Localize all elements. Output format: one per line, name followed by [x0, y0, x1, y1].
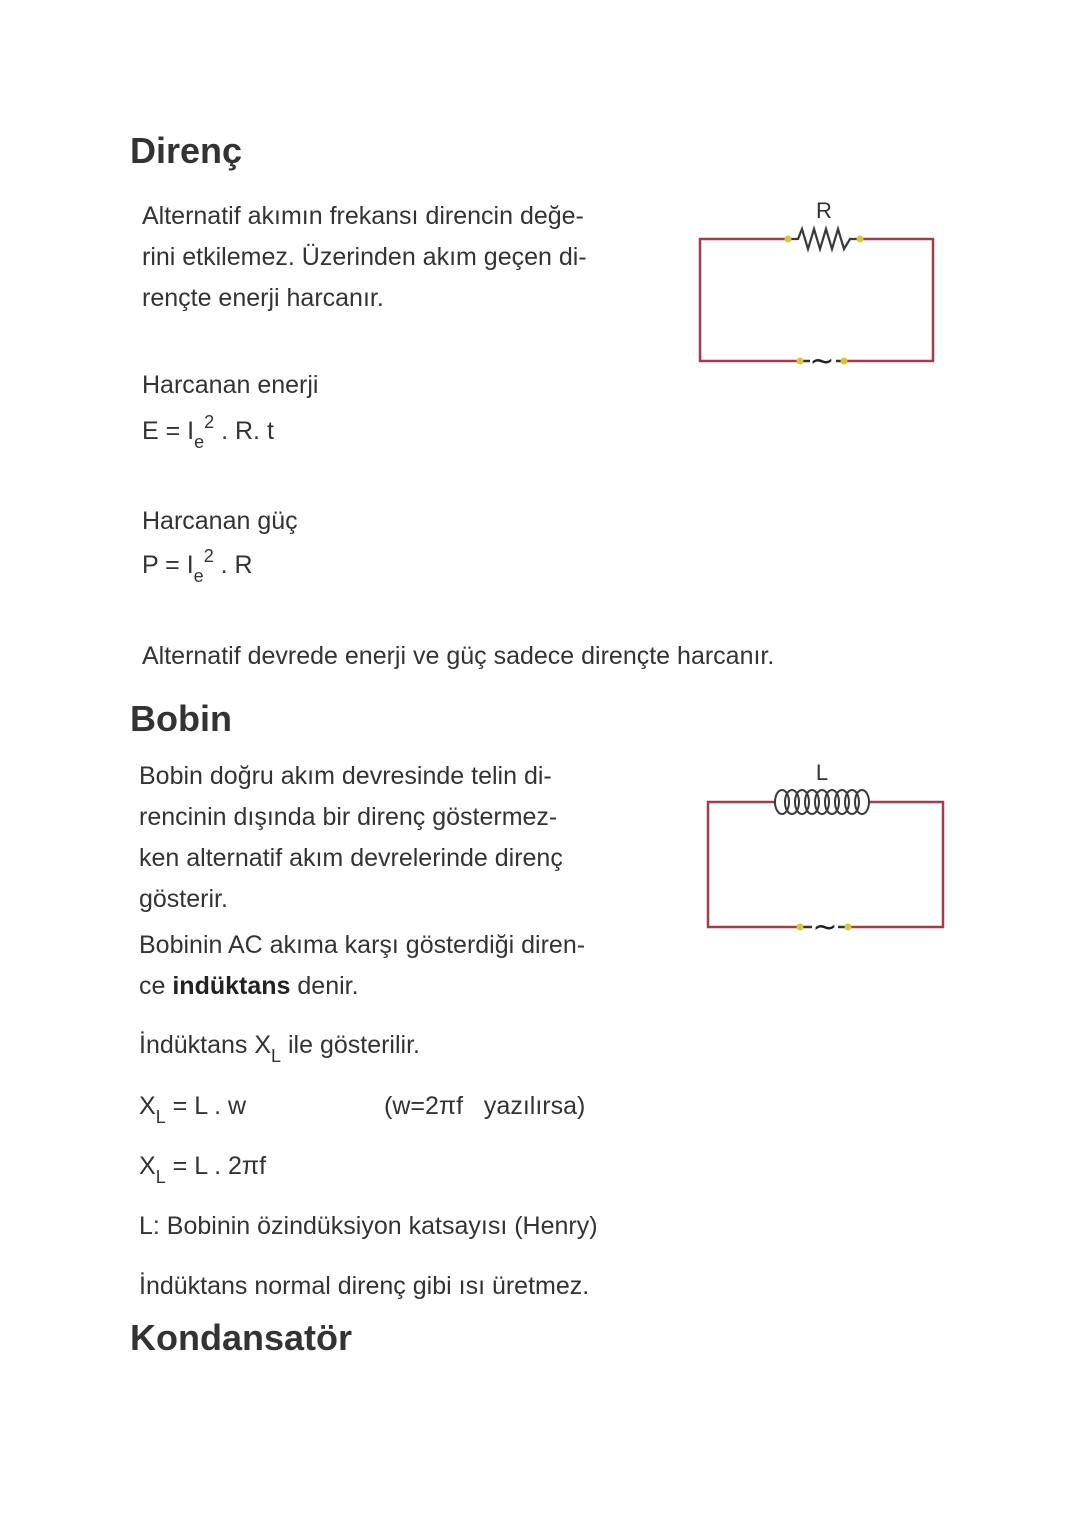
formula-superscript: 2	[204, 412, 215, 432]
section-title-bobin: Bobin	[130, 698, 232, 739]
direnc-paragraph	[142, 196, 650, 319]
bobin-note: İndüktans normal direnç gibi ısı üretmez.	[139, 1272, 590, 1300]
circuit-wires	[708, 802, 943, 927]
bobin-paragraph-line: Bobin doğru akım devresinde telin di-	[139, 762, 552, 790]
wire-right	[844, 239, 933, 361]
bobin-paragraph-2	[139, 925, 679, 1007]
bobin-paragraph-line: rencinin dışında bir direnç göstermez-	[139, 803, 558, 831]
terminal-dot	[857, 236, 864, 243]
terminal-dot	[845, 924, 852, 931]
term-induktans: indüktans	[172, 972, 291, 1000]
resistor-symbol	[788, 229, 860, 249]
circuit-wires	[700, 239, 933, 361]
direnc-paragraph-line: Alternatif akımın frekansı direncin değe-	[142, 202, 584, 230]
power-label: Harcanan güç	[142, 507, 298, 535]
inductor-circuit-diagram	[698, 756, 958, 941]
formula-subscript: L	[155, 1107, 166, 1127]
formula-text: = L . 2πf	[165, 1152, 267, 1180]
formula-xl-lw	[139, 1092, 247, 1127]
power-formula	[142, 546, 253, 586]
formula-text: X	[139, 1092, 156, 1120]
text-fragment: ile gösterilir.	[281, 1031, 420, 1059]
bobin-paragraph-line: Bobinin AC akıma karşı gösterdiği diren-	[139, 931, 586, 959]
terminal-dot	[841, 358, 848, 365]
bobin-paragraph-line: ken alternatif akım devrelerinde direnç	[139, 844, 563, 872]
bobin-paragraph-line	[139, 966, 679, 1007]
bobin-paragraph-line: gösterir.	[139, 885, 228, 913]
wire-right	[848, 802, 943, 927]
text-fragment: denir.	[290, 972, 359, 1000]
resistor-label: R	[816, 198, 832, 223]
resistor-circuit-diagram	[690, 192, 950, 377]
formula-text: = L . w	[165, 1092, 247, 1120]
wire-left	[708, 802, 800, 927]
formula-text: . R. t	[214, 417, 274, 445]
formula-note: (w=2πf yazılırsa)	[384, 1092, 586, 1120]
terminal-dot	[797, 358, 804, 365]
l-definition: L: Bobinin özindüksiyon katsayısı (Henry)	[139, 1212, 598, 1240]
xl-intro	[139, 1031, 420, 1066]
inductor-label: L	[815, 760, 829, 785]
formula-subscript: e	[193, 566, 204, 586]
formula-text: . R	[213, 551, 253, 579]
formula-text: P = I	[142, 551, 194, 579]
formula-xl-l2pif	[139, 1152, 267, 1187]
direnc-paragraph-line: rençte enerji harcanır.	[142, 284, 384, 312]
text-fragment: İndüktans X	[139, 1031, 272, 1059]
direnc-paragraph-line: rini etkilemez. Üzerinden akım geçen di-	[142, 243, 587, 271]
terminal-dot	[797, 924, 804, 931]
ac-source-symbol: ~	[812, 910, 838, 941]
section-title-direnc: Direnç	[130, 130, 243, 171]
energy-label: Harcanan enerji	[142, 371, 319, 399]
formula-text: X	[139, 1152, 156, 1180]
bobin-paragraph-1	[139, 756, 657, 920]
inductor-coil-symbol	[775, 790, 869, 814]
formula-subscript: L	[155, 1167, 166, 1187]
terminal-dot	[785, 236, 792, 243]
wire-left	[700, 239, 800, 361]
text-fragment: ce	[139, 972, 173, 1000]
formula-superscript: 2	[203, 546, 214, 566]
energy-formula	[142, 412, 274, 452]
formula-text: E = I	[142, 417, 195, 445]
section-title-kondansator: Kondansatör	[130, 1317, 353, 1358]
ac-source-symbol: ~	[809, 344, 835, 377]
direnc-note: Alternatif devrede enerji ve güç sadece dirençte harcanır.	[142, 642, 775, 670]
formula-subscript: e	[194, 432, 205, 452]
formula-subscript: L	[271, 1046, 282, 1066]
